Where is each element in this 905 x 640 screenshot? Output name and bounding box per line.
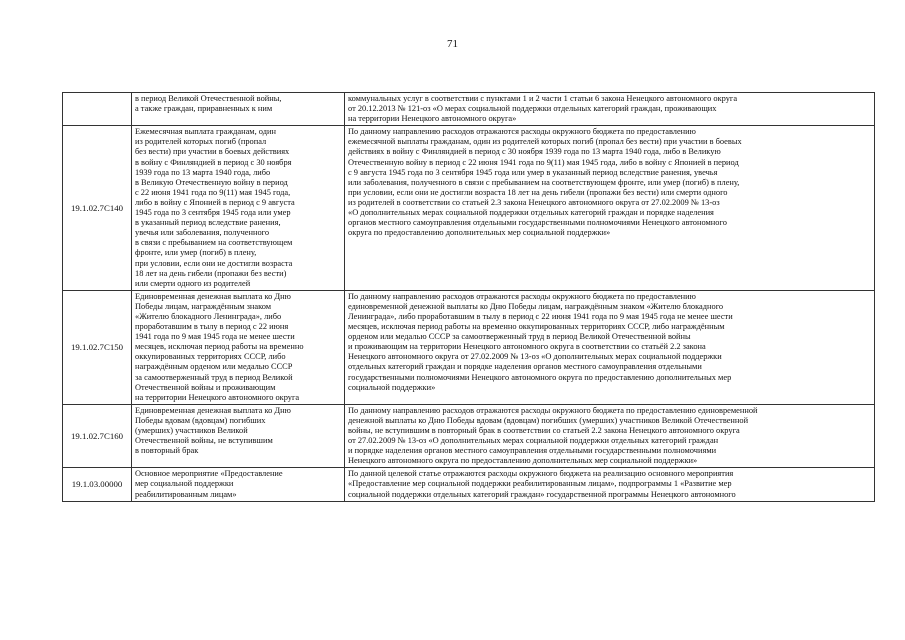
article-description-line: и порядке наделения органов местного самоуправления отдельными государственными полномочиями bbox=[348, 446, 717, 456]
article-description-line: Ленинграда», либо проработавшим в тылу в период с 22 июня 1941 года по 9 мая 1945 года не менее шести bbox=[348, 311, 733, 321]
article-description-line: из родителей в соответствии со статьей 2.3 закона Ненецкого автономного округа от 27.02.2009 № 13-оз bbox=[348, 197, 720, 207]
article-name-line: награждённым орденом или медалью СССР bbox=[135, 362, 293, 372]
article-name-line: в период Великой Отечественной войны, bbox=[135, 94, 282, 103]
article-name-line: либо в войну с Японией в период с 9 августа bbox=[135, 197, 295, 207]
article-name-line: в войну с Финляндией в период с 30 ноября bbox=[135, 157, 292, 167]
article-name-line: из родителей которых погиб (пропал bbox=[135, 137, 267, 147]
article-name-line: с 22 июня 1941 года по 9(11) мая 1945 года, bbox=[135, 187, 291, 197]
article-description-line: или заболевания, полученного в связи с пребыванием на соответствующем фронте, или умер (погиб) в плену, bbox=[348, 177, 740, 187]
article-name-line: Отечественной войны, не вступившим bbox=[135, 436, 273, 446]
table-row bbox=[63, 93, 875, 126]
article-name-line: Победы лицам, награждённым знаком bbox=[135, 301, 272, 311]
article-description-line: Отечественную войну в период с 22 июня 1941 года по 9(11) мая 1945 года, либо в войну с Японией в период bbox=[348, 157, 739, 167]
article-description-line: отдельных категорий граждан и порядке наделения органов местного самоуправления отдельными bbox=[348, 362, 702, 372]
article-description-line: «Предоставление мер социальной поддержки реабилитированным лицам», подпрограммы 1 «Развитие мер bbox=[348, 479, 732, 489]
article-name-line: а также граждан, приравненных к ним bbox=[135, 104, 273, 114]
article-description-line: округа по предоставлению дополнительных мер социальной поддержки» bbox=[348, 228, 611, 238]
article-name-line: 1941 года по 9 мая 1945 года не менее шести bbox=[135, 332, 295, 342]
article-description-line: и проживающим на территории Ненецкого автономного округа в соответствии со статьёй 2.2 закона bbox=[348, 342, 706, 352]
article-name-cell bbox=[132, 93, 345, 126]
article-name-line: на территории Ненецкого автономного округа bbox=[135, 392, 300, 402]
article-description-line: По данному направлению расходов отражаются расходы окружного бюджета по предоставлению единовременной bbox=[348, 405, 758, 415]
article-name-line: фронте, или умер (погиб) в плену, bbox=[135, 248, 257, 258]
article-description-line: органов местного самоуправления отдельными государственными полномочиями Ненецкого автономного bbox=[348, 218, 727, 228]
article-description-line: государственными полномочиями Ненецкого автономного округа по предоставлению дополнительных мер bbox=[348, 372, 732, 382]
article-description-cell bbox=[345, 290, 875, 404]
table-row bbox=[63, 126, 875, 291]
article-description-line: По данной целевой статье отражаются расходы окружного бюджета на реализацию основного мероприятия bbox=[348, 469, 734, 479]
target-article-code: 19.1.02.7С160 bbox=[63, 404, 132, 468]
article-name-line: в повторный брак bbox=[135, 446, 199, 456]
article-description-line: единовременной денежной выплаты ко Дню Победы лицам, награждённым знаком «Жителю блокадного bbox=[348, 301, 724, 311]
article-description-line: социальной поддержки» bbox=[348, 382, 436, 392]
article-name-line: в Великую Отечественную войну в период bbox=[135, 177, 288, 187]
article-name-line: в указанный период вследствие ранения, bbox=[135, 218, 281, 228]
article-description-line: По данному направлению расходов отражаются расходы окружного бюджета по предоставлению bbox=[348, 127, 696, 137]
article-name-line: реабилитированным лицам» bbox=[135, 489, 237, 499]
article-description-line: Ненецкого автономного округа от 27.02.2009 № 13-оз «О дополнительных мерах социальной поддержки bbox=[348, 352, 722, 362]
article-description-cell bbox=[345, 93, 875, 126]
article-description-line: социальной поддержки отдельных категорий граждан» государственной программы Ненецкого автономного bbox=[348, 489, 736, 499]
article-description-line: месяцев, исключая период работы на временно оккупированных территориях СССР, либо награждённым bbox=[348, 322, 725, 332]
article-name-line: Единовременная денежная выплата ко Дню bbox=[135, 291, 291, 301]
article-description-cell bbox=[345, 468, 875, 501]
article-name-cell bbox=[132, 404, 345, 468]
article-name-line: увечья или заболевания, полученного bbox=[135, 228, 270, 238]
target-article-code bbox=[63, 93, 132, 126]
article-name-cell bbox=[132, 290, 345, 404]
article-name-line: без вести) при участии в боевых действиях bbox=[135, 147, 290, 157]
article-name-line: при условии, если они не достигли возраста bbox=[135, 258, 293, 268]
article-description-line: коммунальных услуг в соответствии с пунктами 1 и 2 части 1 статьи 6 закона Ненецкого автономного округа bbox=[348, 94, 738, 103]
article-name-line: 1939 года по 13 марта 1940 года, либо bbox=[135, 167, 271, 177]
article-name-line: 1945 года по 3 сентября 1945 года или умер bbox=[135, 208, 291, 218]
table-row bbox=[63, 290, 875, 404]
target-article-code: 19.1.02.7С150 bbox=[63, 290, 132, 404]
article-description-line: от 27.02.2009 № 13-оз «О дополнительных мерах социальной поддержки отдельных категорий граждан bbox=[348, 436, 719, 446]
article-name-line: за самоотверженный труд в период Великой bbox=[135, 372, 293, 382]
article-name-line: Единовременная денежная выплата ко Дню bbox=[135, 405, 291, 415]
target-article-code: 19.1.03.00000 bbox=[63, 468, 132, 501]
article-name-line: Основное мероприятие «Предоставление bbox=[135, 469, 283, 479]
article-name-line: проработавшим в тылу в период с 22 июня bbox=[135, 322, 289, 332]
page-number: 71 bbox=[447, 38, 458, 50]
article-name-line: месяцев, исключая период работы на временно bbox=[135, 342, 304, 352]
article-name-line: «Жителю блокадного Ленинграда», либо bbox=[135, 311, 282, 321]
article-description-line: По данному направлению расходов отражаются расходы окружного бюджета по предоставлению bbox=[348, 291, 696, 301]
article-name-cell bbox=[132, 468, 345, 501]
target-article-code: 19.1.02.7С140 bbox=[63, 126, 132, 291]
article-description-line: «О дополнительных мерах социальной поддержки отдельных категорий граждан и порядке наделения bbox=[348, 208, 714, 218]
article-name-line: в связи с пребыванием на соответствующем bbox=[135, 238, 293, 248]
article-description-line: на территории Ненецкого автономного округа» bbox=[348, 114, 517, 124]
article-name-line: мер социальной поддержки bbox=[135, 479, 234, 489]
table-row bbox=[63, 468, 875, 501]
article-name-cell bbox=[132, 126, 345, 291]
article-description-line: войны, не вступившим в повторный брак в соответствии со статьей 2.2 закона Ненецкого автономного округа bbox=[348, 426, 740, 435]
article-description-line: орденом или медалью СССР за самоотверженный труд в период Великой Отечественной войны bbox=[348, 332, 691, 342]
article-name-line: оккупированных территориях СССР, либо bbox=[135, 352, 286, 362]
article-description-line: действиях в войну с Финляндией в период с 30 ноября 1939 года по 13 марта 1940 года, либо в Великую bbox=[348, 147, 721, 157]
article-name-line: или смерти одного из родителей bbox=[135, 278, 251, 288]
article-description-line: при условии, если они не достигли возраста 18 лет на день гибели (пропажи без вести) или смерти одного bbox=[348, 187, 728, 197]
article-name-line: Отечественной войны и проживающим bbox=[135, 382, 276, 392]
article-description-line: денежной выплаты ко Дню Победы вдовам (вдовцам) погибших (умерших) участников Великой Отечественной bbox=[348, 415, 749, 425]
table-row bbox=[63, 404, 875, 468]
article-description-cell bbox=[345, 126, 875, 291]
article-description-line: от 20.12.2013 № 121-оз «О мерах социальной поддержки отдельных категорий граждан, проживающих bbox=[348, 104, 717, 114]
article-description-line: с 9 августа 1945 года по 3 сентября 1945 года или умер в указанный период вследствие ранения, увечья bbox=[348, 167, 718, 177]
article-description-line: ежемесячной выплаты гражданам, один из родителей которых погиб (пропал без вести) при участии в боевых bbox=[348, 137, 742, 147]
budget-classification-table bbox=[62, 92, 875, 502]
article-name-line: 18 лет на день гибели (пропажи без вести) bbox=[135, 268, 287, 278]
article-name-line: Ежемесячная выплата гражданам, один bbox=[135, 127, 276, 137]
article-name-line: Победы вдовам (вдовцам) погибших bbox=[135, 415, 266, 425]
article-description-cell bbox=[345, 404, 875, 468]
article-name-line: (умерших) участников Великой bbox=[135, 426, 248, 435]
article-description-line: Ненецкого автономного округа по предоставлению дополнительных мер социальной поддержки» bbox=[348, 456, 698, 466]
